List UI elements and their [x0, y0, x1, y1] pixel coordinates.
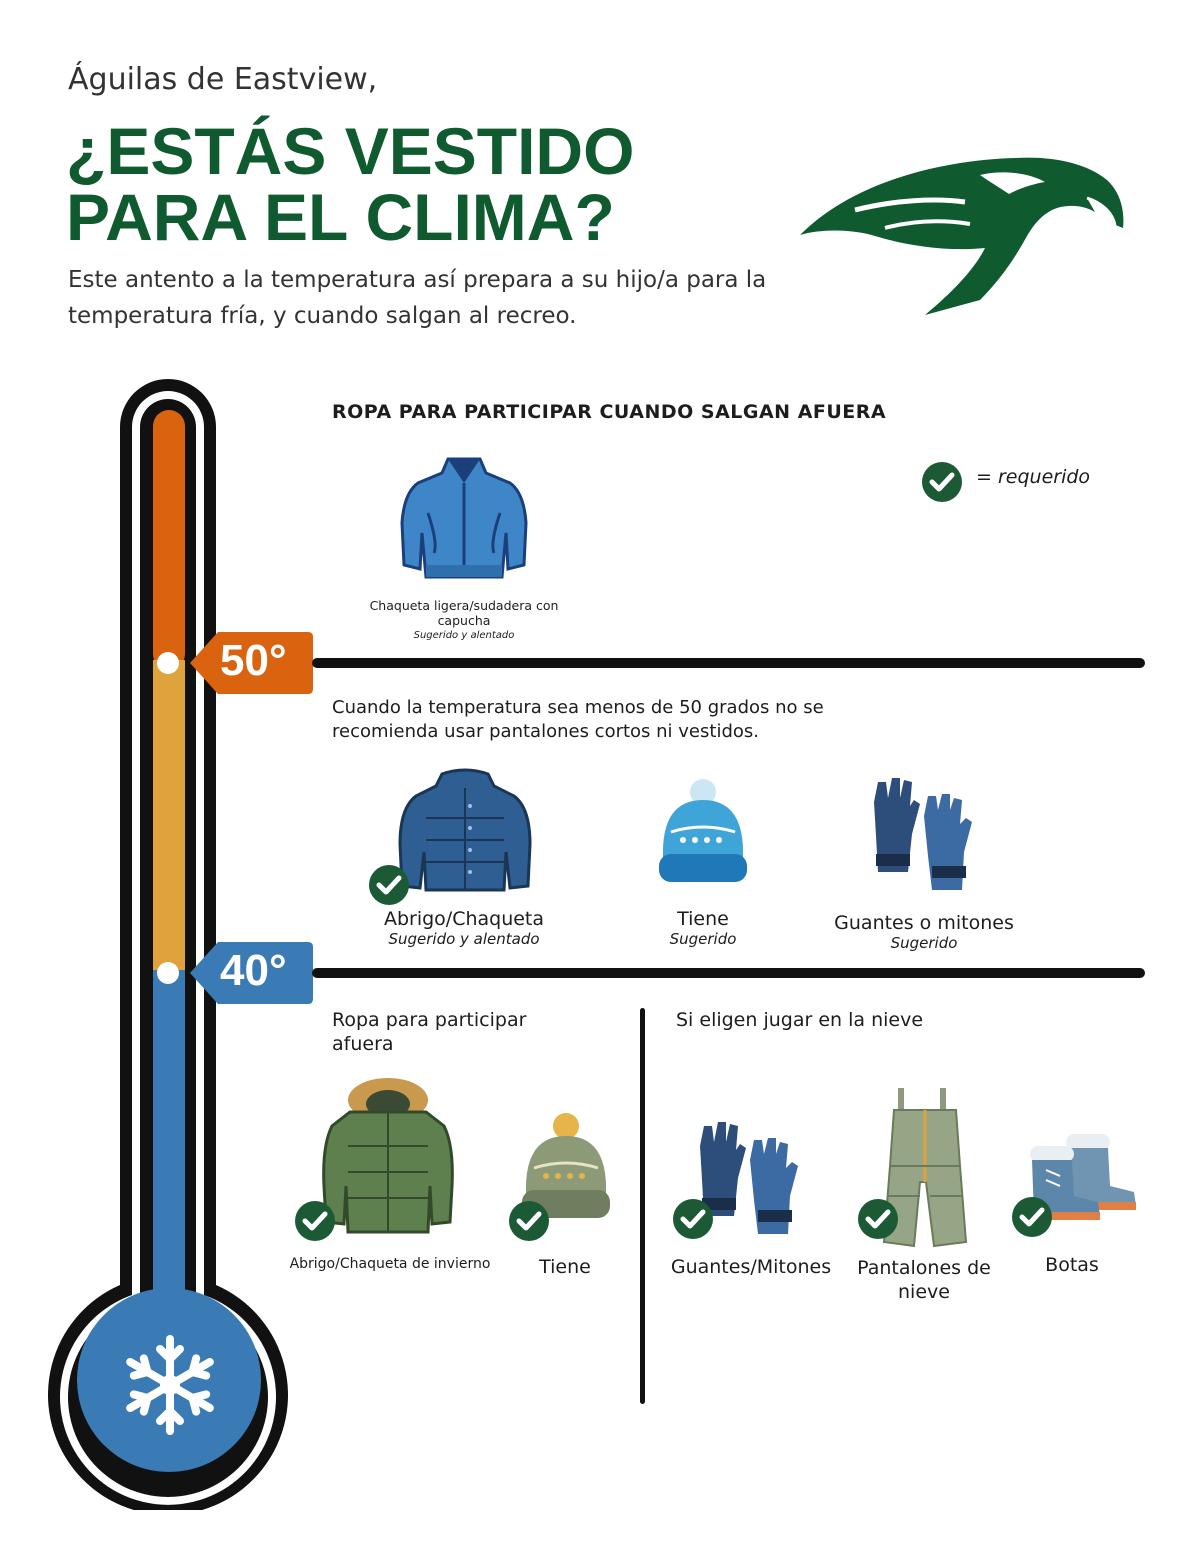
marker-dot-50	[157, 652, 179, 674]
paragraph-under-50	[332, 696, 972, 744]
item-light-jacket-note: Sugerido y alentado	[413, 630, 515, 641]
item-hat-label: Tiene	[677, 908, 729, 930]
item-coat-label: Abrigo/Chaqueta	[383, 908, 545, 930]
item-gloves-label: Guantes o mitones	[834, 912, 1014, 934]
item-winter-hat-label: Tiene	[539, 1256, 591, 1278]
beanie-icon	[655, 778, 751, 886]
item-snow-pants	[842, 1256, 1006, 1304]
item-boots-label: Botas	[1045, 1254, 1099, 1276]
marker-40-label: 40°	[220, 946, 287, 995]
page-title	[66, 114, 635, 254]
paragraph-line-2: recomienda usar pantalones cortos ni vestidos.	[332, 721, 759, 742]
gloves-icon	[868, 776, 980, 896]
jacket-icon	[398, 453, 530, 583]
subtitle	[68, 262, 868, 334]
check-icon	[368, 864, 410, 906]
item-coat-note: Sugerido y alentado	[388, 930, 540, 948]
jacket-icon	[320, 1076, 456, 1236]
subtitle-line-1: Este antento a la temperatura así prepara a su hijo/a para la	[68, 267, 767, 293]
check-icon	[294, 1200, 336, 1242]
section-heading-outdoor: ROPA PARA PARTICIPAR CUANDO SALGAN AFUERA	[332, 401, 887, 423]
item-hat	[620, 908, 786, 948]
divider-40	[312, 968, 1145, 978]
check-icon	[1011, 1196, 1053, 1238]
heading-outdoor-line-2: afuera	[332, 1033, 394, 1055]
eagle-logo-icon	[795, 140, 1130, 320]
item-light-jacket-label-2: capucha	[437, 613, 491, 628]
greeting: Águilas de Eastview,	[68, 62, 378, 97]
check-icon	[857, 1198, 899, 1240]
column-divider	[640, 1008, 645, 1404]
check-icon	[508, 1200, 550, 1242]
snowflake-icon	[115, 1330, 225, 1440]
item-gloves	[812, 912, 1036, 952]
item-snow-pants-label-1: Pantalones de	[857, 1257, 991, 1279]
item-snow-pants-label-2: nieve	[898, 1281, 950, 1303]
check-icon	[672, 1198, 714, 1240]
item-gloves-note: Sugerido	[890, 934, 958, 952]
item-hat-note: Sugerido	[669, 930, 737, 948]
jacket-icon	[396, 768, 534, 896]
item-snow-gloves-label: Guantes/Mitones	[670, 1256, 832, 1278]
heading-outdoor-line-1: Ropa para participar	[332, 1009, 527, 1031]
item-coat	[352, 908, 576, 948]
subtitle-line-2: temperatura fría, y cuando salgan al recreo.	[68, 303, 577, 329]
marker-50-label: 50°	[220, 636, 287, 685]
item-light-jacket-label-1: Chaqueta ligera/sudadera con	[369, 598, 559, 613]
heading-outdoor-clothing	[332, 1008, 526, 1056]
check-icon	[921, 461, 963, 503]
divider-50	[312, 658, 1145, 668]
title-line-1: ¿ESTÁS VESTIDO	[66, 114, 635, 188]
item-winter-coat-label: Abrigo/Chaqueta de invierno	[289, 1256, 491, 1272]
title-line-2: PARA EL CLIMA?	[66, 180, 615, 254]
marker-dot-40	[157, 962, 179, 984]
heading-snow-play: Si eligen jugar en la nieve	[676, 1009, 924, 1031]
item-light-jacket	[350, 598, 578, 643]
legend-required: = requerido	[976, 466, 1091, 488]
paragraph-line-1: Cuando la temperatura sea menos de 50 grados no se	[332, 697, 824, 718]
